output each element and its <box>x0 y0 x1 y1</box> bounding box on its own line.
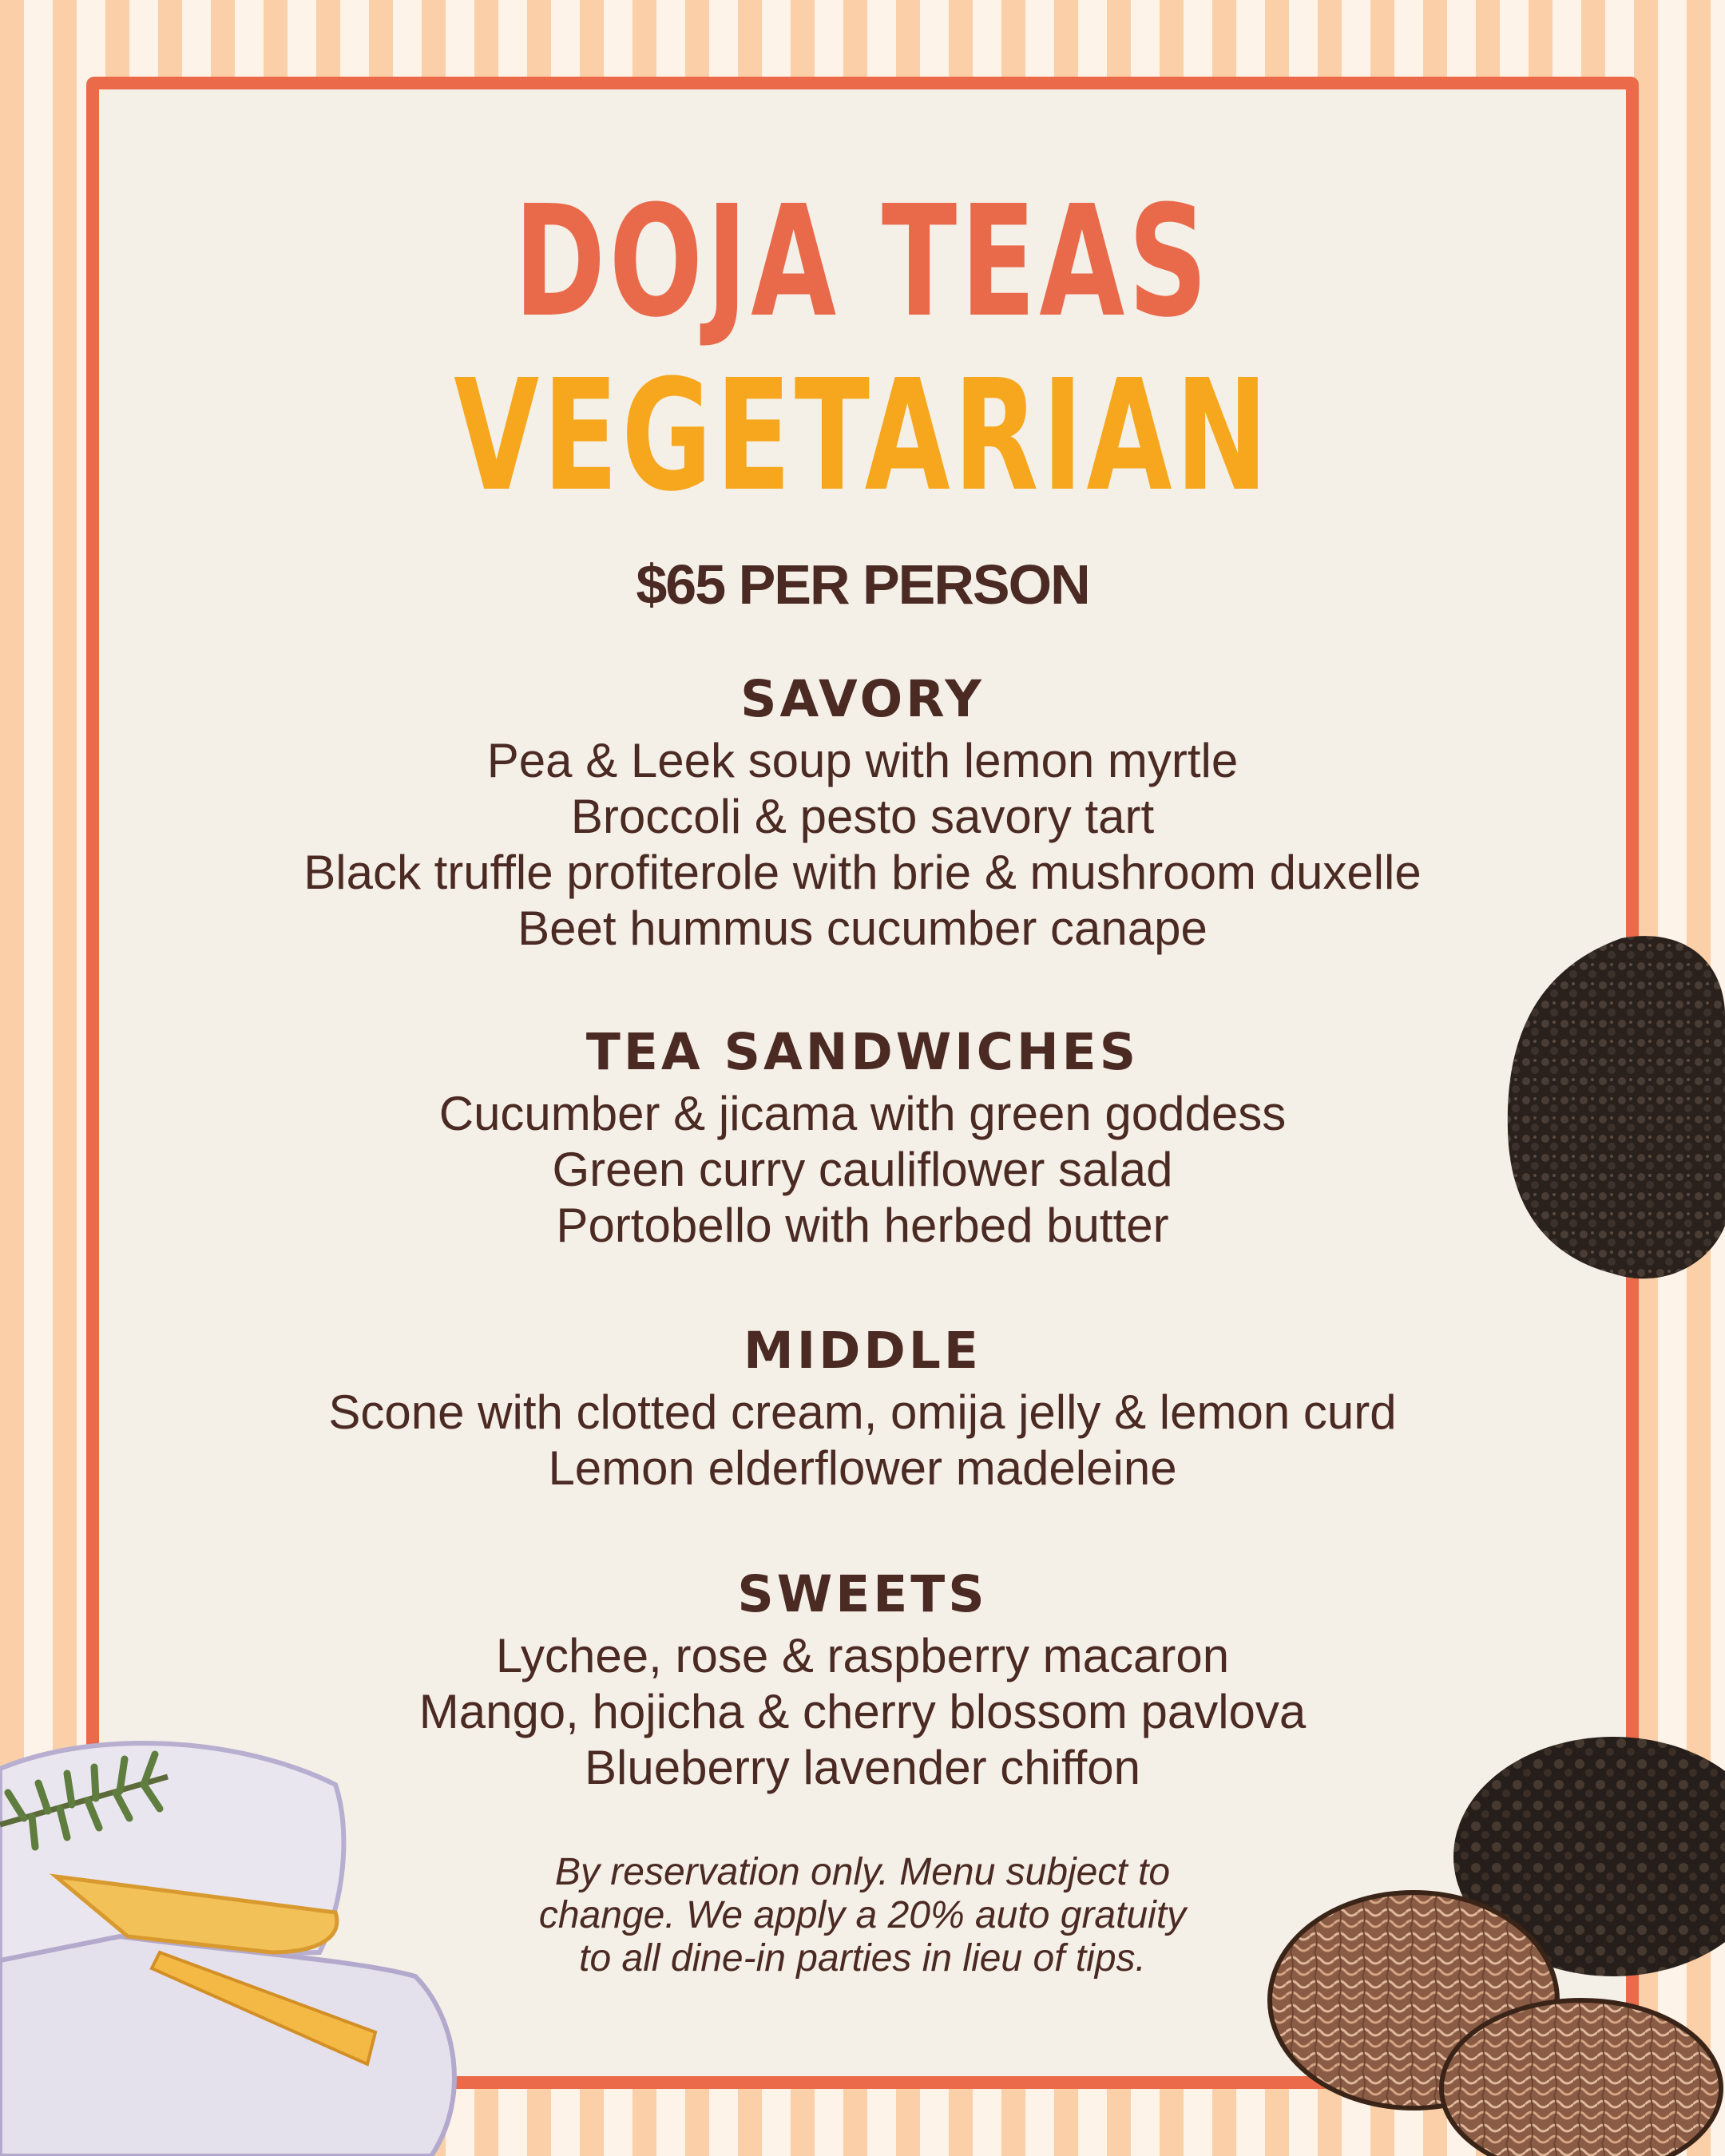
truffle-icon <box>1501 922 1725 1290</box>
menu-item: Scone with clotted cream, omija jelly & lemon curd <box>328 1385 1397 1439</box>
menu-item: Green curry cauliflower salad <box>552 1143 1173 1196</box>
menu-item: Blueberry lavender chiffon <box>585 1741 1140 1794</box>
menu-item: Lemon elderflower madeleine <box>548 1441 1177 1495</box>
menu-item: Pea & Leek soup with lemon myrtle <box>486 734 1239 787</box>
menu-item: Beet hummus cucumber canape <box>518 902 1208 955</box>
brie-cheese-icon <box>0 1697 479 2156</box>
section-middle <box>0 1318 1725 1496</box>
menu-item: Cucumber & jicama with green goddess <box>438 1087 1287 1140</box>
menu-item-list <box>0 1086 1725 1254</box>
menu-item-list <box>0 1385 1725 1496</box>
section-heading: TEA SANDWICHES <box>585 1023 1140 1081</box>
section-savory <box>0 666 1725 957</box>
footnote-line: By reservation only. Menu subject to <box>554 1851 1171 1893</box>
menu-item: Black truffle profiterole with brie & mushroom duxelle <box>303 846 1422 899</box>
footnote-line: change. We apply a 20% auto gratuity <box>538 1894 1187 1936</box>
menu-item: Mango, hojicha & cherry blossom pavlova <box>418 1685 1307 1738</box>
section-heading: SWEETS <box>737 1565 988 1623</box>
price-per-person: $65 PER PERSON <box>636 553 1089 616</box>
menu-item: Broccoli & pesto savory tart <box>570 790 1155 843</box>
section-heading: MIDDLE <box>744 1322 981 1380</box>
menu-item: Lychee, rose & raspberry macaron <box>495 1629 1230 1682</box>
menu-item: Portobello with herbed butter <box>556 1199 1169 1252</box>
reservation-footnote <box>431 1851 1294 1980</box>
section-tea-sandwiches <box>0 1019 1725 1254</box>
footnote-line: to all dine-in parties in lieu of tips. <box>579 1937 1146 1980</box>
truffle-cluster-icon <box>1262 1737 1725 2156</box>
section-heading: SAVORY <box>740 670 985 728</box>
menu-title-type: VEGETARIAN <box>454 347 1271 525</box>
menu-title-brand: DOJA TEAS <box>514 173 1211 351</box>
menu-item-list <box>0 733 1725 957</box>
